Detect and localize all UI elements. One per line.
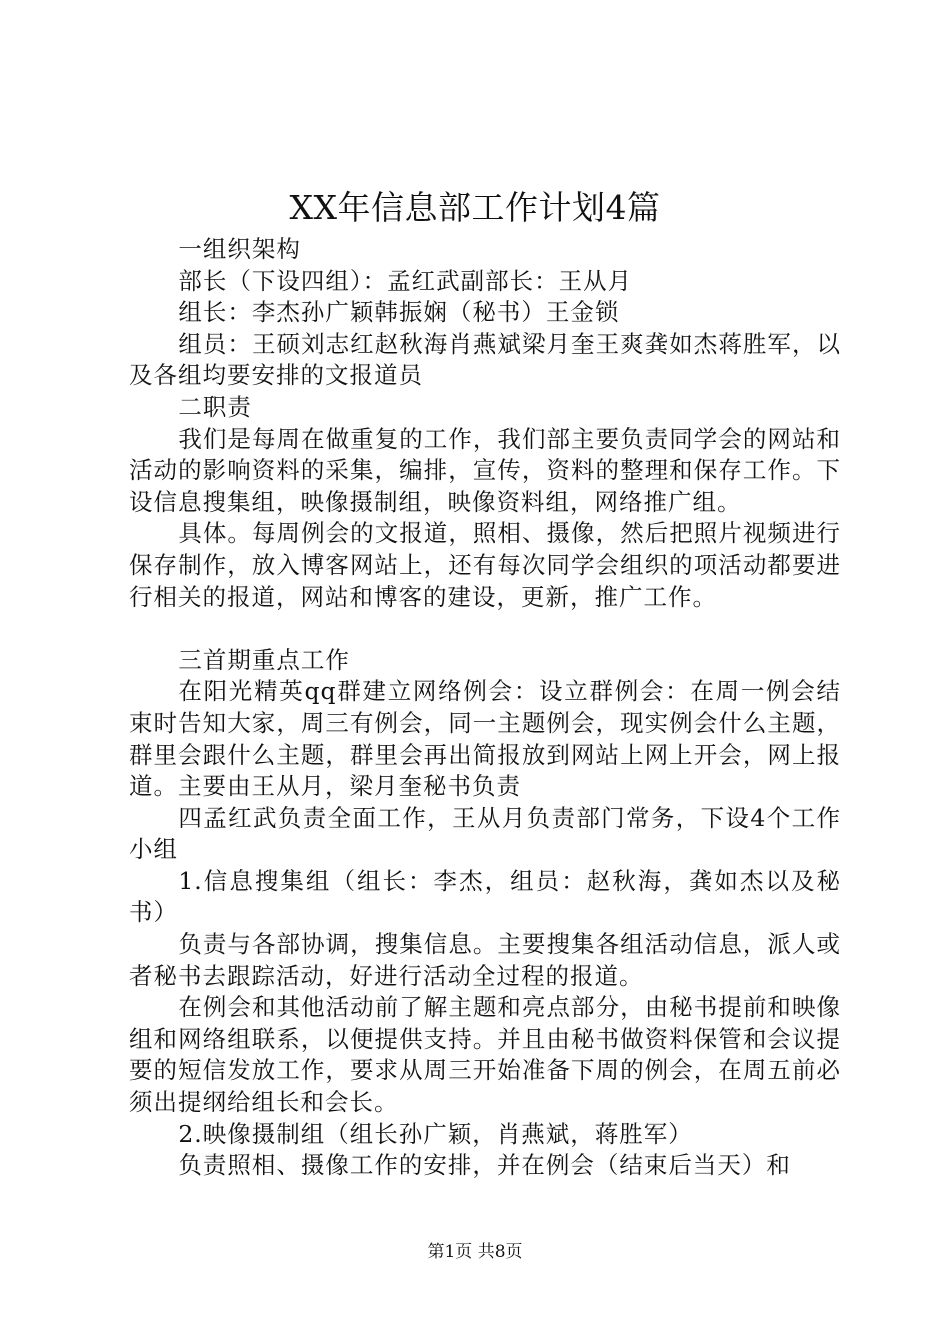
paragraph: 组员：王硕刘志红赵秋海肖燕斌梁月奎王爽龚如杰蒋胜军，以及各组均要安排的文报道员 [129, 329, 841, 390]
paragraph: 在阳光精英qq群建立网络例会：设立群例会：在周一例会结束时告知大家，周三有例会，同一主题例会，现实例会什么主题，群里会跟什么主题，群里会再出简报放到网站上网上开会，网上报道。主要由王从月，梁月奎秘书负责 [129, 677, 841, 801]
paragraph: 三首期重点工作 [178, 645, 350, 674]
paragraph: 一组织架构 [178, 235, 301, 263]
page-footer: 第1页 共8页 [427, 1242, 523, 1262]
paragraph: 具体。每周例会的文报道，照相、摄像，然后把照片视频进行保存制作，放入博客网站上，还有每次同学会组织的项活动都要进行相关的报道，网站和博客的建设，更新，推广工作。 [129, 519, 841, 611]
paragraph: 负责照相、摄像工作的安排，并在例会（结束后当天）和 [178, 1151, 791, 1180]
document-body [129, 234, 841, 1182]
paragraph: 2.映像摄制组（组长孙广颖，肖燕斌，蒋胜军） [178, 1119, 693, 1148]
paragraph: 二职责 [178, 392, 252, 421]
paragraph: 我们是每周在做重复的工作，我们部主要负责同学会的网站和活动的影响资料的采集，编排，宣传，资料的整理和保存工作。下设信息搜集组，映像摄制组，映像资料组，网络推广组。 [129, 424, 841, 516]
paragraph: 部长（下设四组）：孟红武副部长：王从月 [178, 266, 633, 295]
paragraph: 组长：李杰孙广颖韩振娴（秘书）王金锁 [178, 298, 620, 327]
paragraph: 四孟红武负责全面工作，王从月负责部门常务，下设4个工作小组 [129, 803, 841, 864]
paragraph: 1.信息搜集组（组长：李杰，组员：赵秋海，龚如杰以及秘书） [129, 866, 841, 927]
blank-line [129, 613, 841, 645]
document-title: XX年信息部工作计划4篇 [289, 188, 661, 227]
paragraph: 在例会和其他活动前了解主题和亮点部分，由秘书提前和映像组和网络组联系，以便提供支持。并且由秘书做资料保管和会议提要的短信发放工作，要求从周三开始准备下周的例会，在周五前必须出提纲给组长和会长。 [129, 993, 841, 1117]
paragraph: 负责与各部协调，搜集信息。主要搜集各组活动信息，派人或者秘书去跟踪活动，好进行活动全过程的报道。 [129, 930, 841, 990]
